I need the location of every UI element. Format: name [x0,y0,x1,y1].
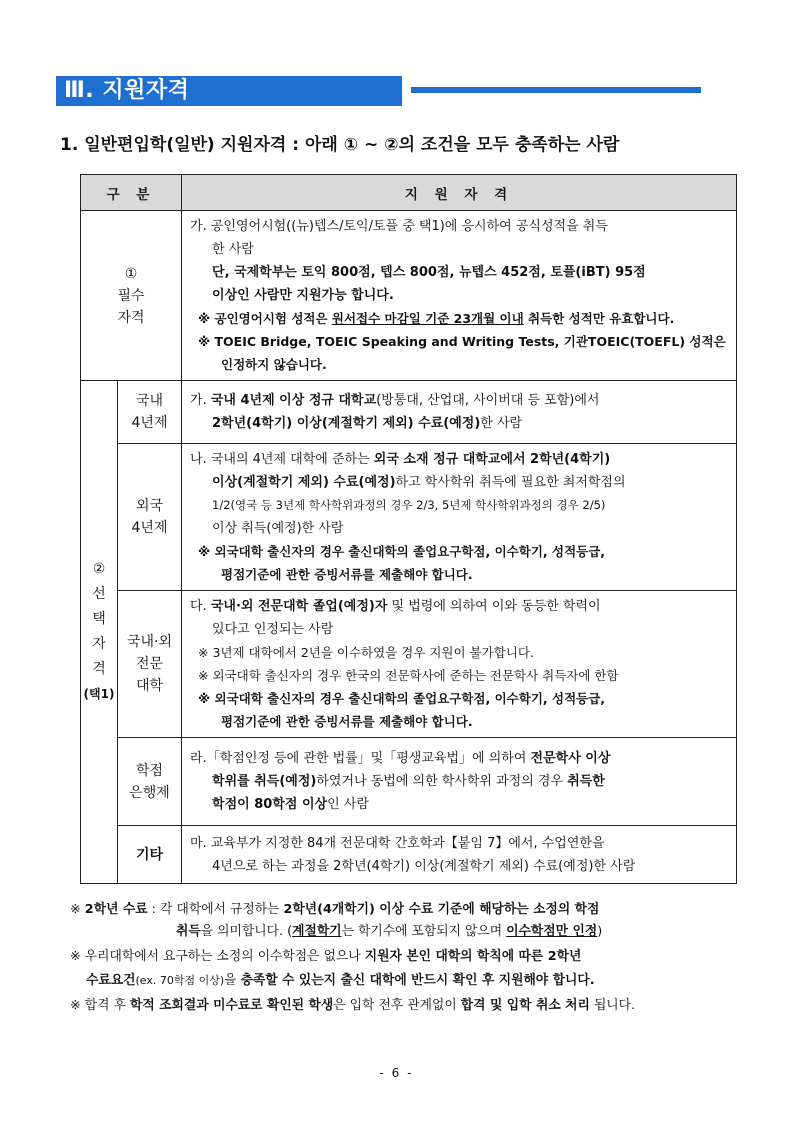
foreign-line-3: 1/2(영국 등 3년제 학사학위과정의 경우 2/3, 5년제 학사학위과정의 경우 2/5) [212,498,606,512]
required-line-1: 가. 공인영어시험((뉴)텝스/토익/토플 중 택1)에 응시하여 공식성적을 취득 [190,219,608,234]
selective-label-char: 격 [92,661,106,677]
credit-bank-line-3: 학점이 80학점 이상인 사람 [212,797,369,812]
college-note-1: ※ 3년제 대학에서 2년을 이수하였을 경우 지원이 불가합니다. [198,645,534,660]
required-content [182,211,737,381]
college-note-2: ※ 외국대학 출신자의 경우 한국의 전문학사에 준하는 전문학사 취득자에 한함 [198,668,619,683]
footnote-1-line-2: 취득을 의미합니다. (계절학기는 학기수에 포함되지 않으며 이수학점만 인정) [176,924,603,939]
required-note-1: ※ 공인영어시험 성적은 원서접수 마감일 기준 23개월 이내 취득한 성적만 유효합니다. [198,311,675,326]
footnote-2-line-2: 수료요건(ex. 70학점 이상)을 충족할 수 있는지 출신 대학에 반드시 확인 후 지원해야 합니다. [86,973,595,988]
domestic-label: 국내 4년제 [118,381,182,444]
table-header-row [81,175,737,211]
required-label [81,211,182,381]
foreign-line-1: 나. 국내의 4년제 대학에 준하는 외국 소재 정규 대학교에서 2학년(4학기) [190,452,611,467]
selective-label-char: (택1) [83,687,115,701]
table-row-domestic [81,381,737,444]
other-line-1: 마. 교육부가 지정한 84개 전문대학 간호학과【붙임 7】에서, 수업연한을 [190,835,605,851]
section-header-line [411,87,701,93]
foreign-line-2: 이상(계절학기 제외) 수료(예정)하고 학사학위 취득에 필요한 최저학점의 [212,475,626,490]
selective-label-num: ② [92,561,106,577]
foreign-content [182,444,737,591]
other-line-2: 4년으로 하는 과정을 2학년(4학기) 이상(계절학기 제외) 수료(예정)한 사람 [212,858,636,874]
foreign-line-4: 이상 취득(예정)한 사람 [212,521,344,536]
other-content [182,826,737,884]
college-line-2: 있다고 인정되는 사람 [212,622,334,637]
header-category: 구 분 [81,175,182,211]
selective-label [81,381,118,884]
footnote-2-line-1: ※ 우리대학에서 요구하는 소정의 이수학점은 없으나 지원자 본인 대학의 학칙에 따른 2학년 [70,949,582,964]
qualification-table [80,174,737,884]
domestic-content [182,381,737,444]
table-row-required [81,211,737,381]
credit-bank-line-1: 라.「학점인정 등에 관한 법률」및「평생교육법」에 의하여 전문학사 이상 [190,751,611,766]
college-label: 국내·외 전문 대학 [118,591,182,738]
college-content [182,591,737,738]
foreign-note-1: ※ 외국대학 출신자의 경우 출신대학의 졸업요구학점, 이수학기, 성적등급, [198,544,606,559]
college-note-3: ※ 외국대학 출신자의 경우 출신대학의 졸업요구학점, 이수학기, 성적등급, [198,691,606,706]
college-line-1: 다. 국내·외 전문대학 졸업(예정)자 및 법령에 의하여 이와 동등한 학력이 [190,599,601,614]
other-label: 기타 [118,826,182,884]
foreign-label: 외국 4년제 [118,444,182,591]
domestic-line-1: 가. 국내 4년제 이상 정규 대학교(방통대, 산업대, 사이버대 등 포함)에서 [190,393,600,408]
required-label-1: 필수 [117,287,145,304]
required-label-2: 자격 [117,309,145,326]
footnote-1-line-1: ※ 2학년 수료 : 각 대학에서 규정하는 2학년(4개학기) 이상 수료 기준에 해당하는 소정의 학점 [70,902,600,917]
required-label-num: ① [124,265,138,282]
footnote-3: ※ 합격 후 학적 조회결과 미수료로 확인된 학생은 입학 전후 관계없이 합격 및 입학 취소 처리 됩니다. [70,998,636,1013]
credit-bank-line-2: 학위를 취득(예정)하였거나 동법에 의한 학사학위 과정의 경우 취득한 [212,774,605,789]
required-line-3: 단, 국제학부는 토익 800점, 텝스 800점, 뉴텝스 452점, 토플(iBT) 95점 [212,265,646,280]
credit-bank-label: 학점 은행제 [118,738,182,826]
selective-label-char: 선 [92,586,106,602]
subsection-title: 1. 일반편입학(일반) 지원자격 : 아래 ① ~ ②의 조건을 모두 충족하는 사람 [60,135,620,155]
credit-bank-content [182,738,737,826]
section-title: Ⅲ. 지원자격 [64,78,190,103]
table-row-credit-bank [81,738,737,826]
required-line-2: 한 사람 [212,242,254,257]
table-row-foreign [81,444,737,591]
domestic-line-2: 2학년(4학기) 이상(계절학기 제외) 수료(예정)한 사람 [212,416,523,431]
header-qualification: 지 원 자 격 [182,175,737,211]
required-note-2: ※ TOEIC Bridge, TOEIC Speaking and Writing Tests, 기관TOEIC(TOEFL) 성적은 [198,334,726,349]
selective-label-char: 자 [92,636,106,652]
page-number: - 6 - [379,1066,414,1080]
table-row-college [81,591,737,738]
college-note-4: 평점기준에 관한 증빙서류를 제출해야 합니다. [221,714,473,729]
required-line-4: 이상인 사람만 지원가능 합니다. [212,288,394,303]
table-row-other [81,826,737,884]
selective-label-char: 택 [92,611,106,627]
required-note-3: 인정하지 않습니다. [221,357,327,372]
foreign-note-2: 평점기준에 관한 증빙서류를 제출해야 합니다. [221,567,473,582]
